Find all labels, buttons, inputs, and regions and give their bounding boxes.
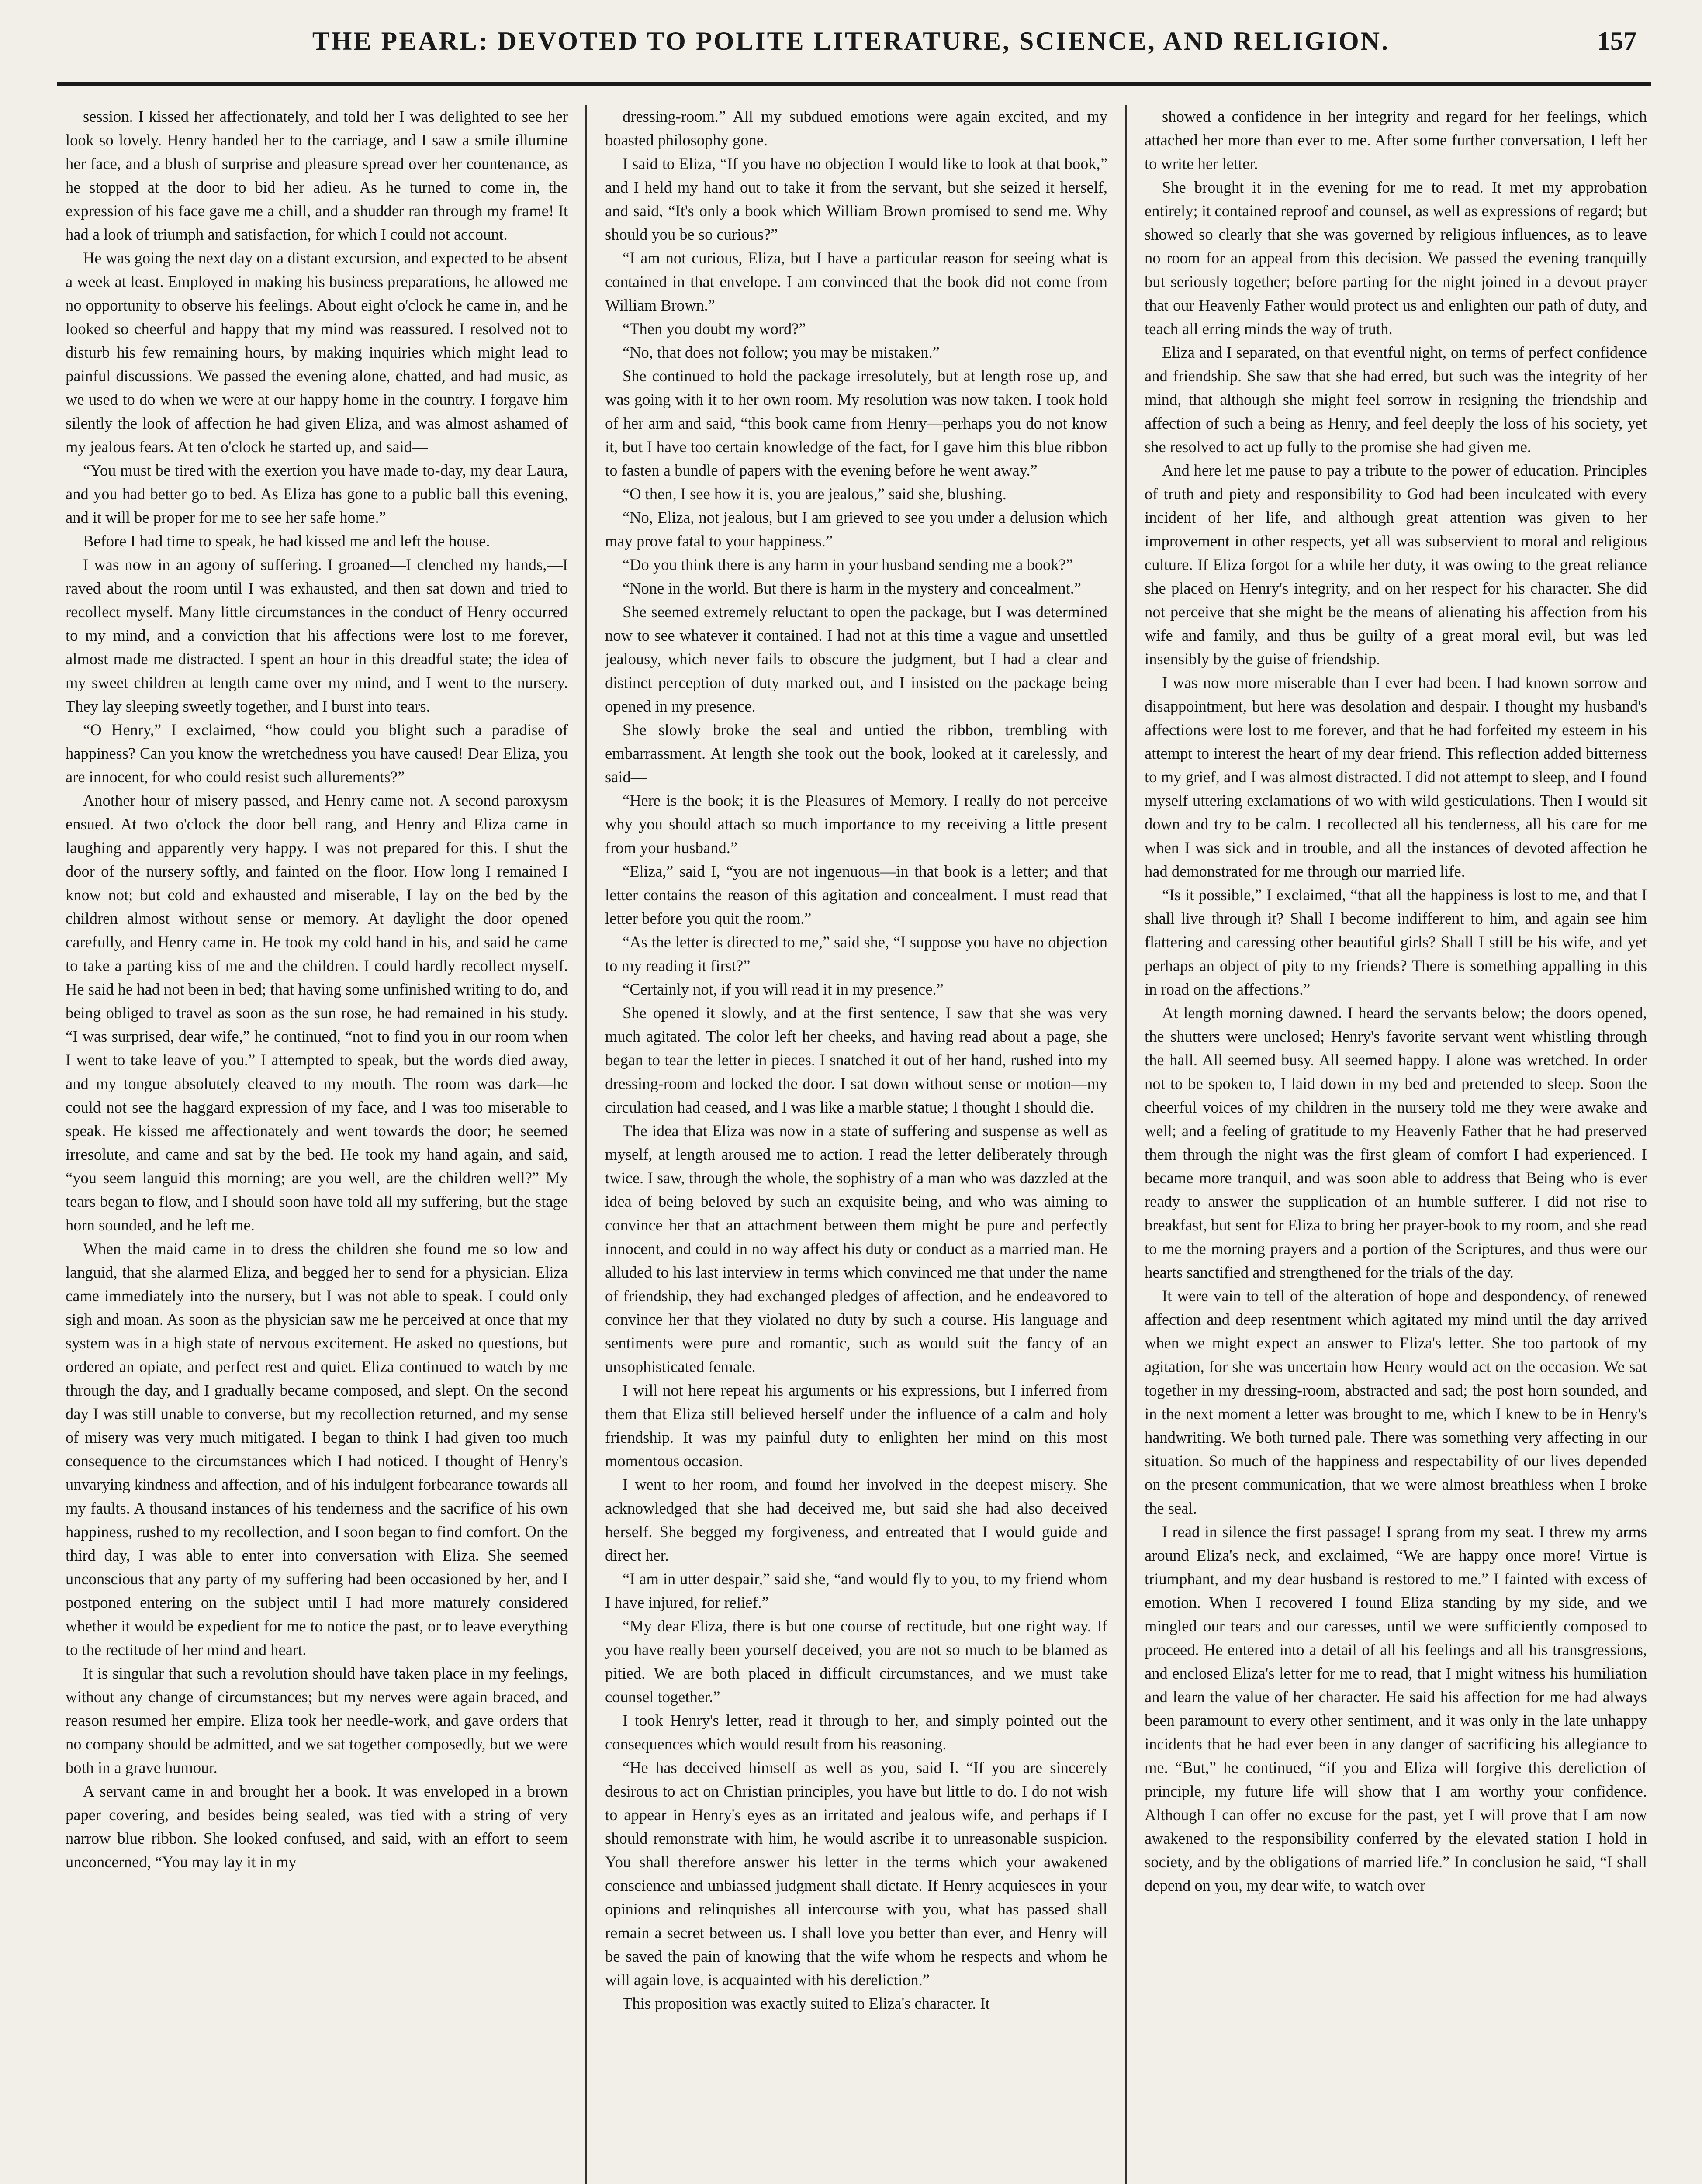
paragraph: “O Henry,” I exclaimed, “how could you blight such a paradise of happiness? Can you know the wretchedness you have caused! Dear Eliza, you are innocent, for who could resist such allurements?”	[66, 721, 568, 786]
paragraph: A servant came in and brought her a book. It was enveloped in a brown paper covering, and besides being sealed, was tied with a string of very narrow blue ribbon. She looked confused, and said, with an effort to seem unconcerned, “You may lay it in my	[66, 1782, 568, 1871]
paragraph: “I am in utter despair,” said she, “and would fly to you, to my friend whom I have injured, for relief.”	[605, 1570, 1107, 1611]
paragraph: The idea that Eliza was now in a state of suffering and suspense as well as myself, at length aroused me to action. I read the letter deliberately through twice. I saw, through the whole, the sophistry of a man who was dazzled at the idea of being beloved by such an exquisite being, and who was aiming to convince her that an attachment between them might be pure and perfectly innocent, and could in no way affect his duty or conduct as a married man. He alluded to his last interview in terms which convinced me that under the name of friendship, they had exchanged pledges of affection, and he endeavored to convince her that they violated no duty by such a course. His language and sentiments were pure and romantic, such as would suit the fancy of an unsophisticated female.	[605, 1122, 1107, 1375]
page-number: 157	[1597, 27, 1636, 55]
paragraph: “Here is the book; it is the Pleasures of Memory. I really do not perceive why you should attach so much importance to my receiving a little present from your husband.”	[605, 791, 1107, 857]
column-3	[1145, 105, 1647, 2184]
paragraph: I went to her room, and found her involved in the deepest misery. She acknowledged that she had deceived me, but said she had also deceived herself. She begged my forgiveness, and entreated that I would guide and direct her.	[605, 1476, 1107, 1564]
text-columns	[66, 105, 1647, 2184]
paragraph: “My dear Eliza, there is but one course of rectitude, but one right way. If you have really been yourself deceived, you are not so much to be blamed as pitied. We are both placed in difficult circumstances, and we must take counsel together.”	[605, 1617, 1107, 1706]
paragraph: I was now in an agony of suffering. I groaned—I clenched my hands,—I raved about the room until I was exhausted, and then sat down and tried to recollect myself. Many little circumstances in the conduct of Henry occurred to my mind, and a conviction that his affections were lost to me forever, almost made me distracted. I spent an hour in this dreadful state; the idea of my sweet children at length came over my mind, and I went to the nursery. They lay sleeping sweetly together, and I burst into tears.	[66, 556, 568, 715]
paragraph: “O then, I see how it is, you are jealous,” said she, blushing.	[623, 485, 1007, 503]
paragraph: This proposition was exactly suited to Eliza's character. It	[623, 1994, 990, 2012]
paragraph: “Eliza,” said I, “you are not ingenuous—in that book is a letter; and that letter contains the reason of this agitation and concealment. I must read that letter before you quit the room.”	[605, 862, 1107, 927]
paragraph: I was now more miserable than I ever had been. I had known sorrow and disappointment, but here was desolation and despair. I thought my husband's affections were lost to me forever, and that he had forfeited my esteem in his attempt to interest the heart of my dear friend. This reflection added bitterness to my grief, and I was almost distracted. I did not attempt to sleep, and I found myself uttering exclamations of wo with wild gesticulations. Then I would sit down and try to be calm. I recollected all his tenderness, all his care for me when I was sick and in trouble, and all the instances of devoted affection he had demonstrated for me through our married life.	[1145, 674, 1647, 880]
column-divider	[1125, 105, 1127, 2184]
paragraph: “Certainly not, if you will read it in my presence.”	[623, 980, 944, 998]
column-1	[66, 105, 568, 2184]
paragraph: She brought it in the evening for me to read. It met my approbation entirely; it contained reproof and counsel, as well as expressions of regard; but showed so clearly that she was governed by religious influences, as to leave no room for an appeal from this decision. We passed the evening tranquilly but seriously together; before parting for the night joined in a devout prayer that our Heavenly Father would protect us and enlighten our path of duty, and teach all erring minds the way of truth.	[1145, 178, 1647, 338]
paragraph: I took Henry's letter, read it through to her, and simply pointed out the consequences which would result from his reasoning.	[605, 1711, 1107, 1753]
paragraph: “You must be tired with the exertion you have made to-day, my dear Laura, and you had better go to bed. As Eliza has gone to a public ball this evening, and it will be proper for me to see her safe home.”	[66, 461, 568, 526]
paragraph: “Then you doubt my word?”	[623, 320, 806, 338]
paragraph: showed a confidence in her integrity and regard for her feelings, which attached her more than ever to me. After some further conversation, I left her to write her letter.	[1145, 107, 1647, 173]
column-divider	[585, 105, 587, 2184]
paragraph: dressing-room.” All my subdued emotions were again excited, and my boasted philosophy gone.	[605, 107, 1107, 149]
paragraph: “As the letter is directed to me,” said she, “I suppose you have no objection to my reading it first?”	[605, 933, 1107, 975]
running-title: THE PEARL: DEVOTED TO POLITE LITERATURE, SCIENCE, AND RELIGION.	[312, 27, 1390, 55]
page-header	[0, 26, 1702, 79]
paragraph: At length morning dawned. I heard the servants below; the doors opened, the shutters were unclosed; Henry's favorite servant went whistling through the hall. All seemed busy. All seemed happy. I alone was wretched. In order not to be spoken to, I laid down in my bed and pretended to sleep. Soon the cheerful voices of my children in the nursery told me they were awake and well; and a feeling of gratitude to my Heavenly Father that he had preserved them through the night was the first gleam of comfort I had experienced. I became more tranquil, and was soon able to address that Being who is ever ready to answer the supplication of an humble sufferer. I did not rise to breakfast, but sent for Eliza to bring her prayer-book to my room, and she read to me the morning prayers and a portion of the Scriptures, and thus were our hearts sanctified and strengthened for the trials of the day.	[1145, 1004, 1647, 1281]
paragraph: I said to Eliza, “If you have no objection I would like to look at that book,” and I held my hand out to take it from the servant, but she seized it herself, and said, “It's only a book which William Brown promised to send me. Why should you be so curious?”	[605, 155, 1107, 243]
paragraph: I read in silence the first passage! I sprang from my seat. I threw my arms around Eliza's neck, and exclaimed, “We are happy once more! Virtue is triumphant, and my dear husband is restored to me.” I fainted with excess of emotion. When I recovered I found Eliza standing by my side, and we mingled our tears and our caresses, until we were sufficiently composed to proceed. He entered into a detail of all his feelings and all his transgressions, and enclosed Eliza's letter for me to read, that I might witness his humiliation and learn the value of her character. He said his affection for me had always been paramount to every other sentiment, and it was only in the late unhappy incidents that he had ever been in any danger of sacrificing his allegiance to me. “But,” he continued, “if you and Eliza will forgive this dereliction of principle, my future life will show that I am worthy your confidence. Although I can offer no excuse for the past, yet I will prove that I am now awakened to the responsibility conferred by the elevated station I hold in society, and by the obligations of married life.” In conclusion he said, “I shall depend on you, my dear wife, to watch over	[1145, 1523, 1647, 1894]
paragraph: “None in the world. But there is harm in the mystery and concealment.”	[623, 579, 1082, 597]
paragraph: It is singular that such a revolution should have taken place in my feelings, without any change of circumstances; but my nerves were again braced, and reason resumed her empire. Eliza took her needle-work, and gave orders that no company should be admitted, and we sat together composedly, but we were both in a grave humour.	[66, 1664, 568, 1776]
paragraph: session. I kissed her affectionately, and told her I was delighted to see her look so lovely. Henry handed her to the carriage, and I saw a smile illumine her face, and a blush of surprise and pleasure spread over her countenance, as he stopped at the door to bid her adieu. As he turned to come in, the expression of his face gave me a chill, and a shudder ran through my frame! It had a look of triumph and satisfaction, for which I could not account.	[66, 107, 568, 243]
paragraph: I will not here repeat his arguments or his expressions, but I inferred from them that Eliza still believed herself under the influence of a calm and holy friendship. It was my painful duty to enlighten her mind on this most momentous occasion.	[605, 1381, 1107, 1470]
paragraph: When the maid came in to dress the children she found me so low and languid, that she alarmed Eliza, and begged her to send for a physician. Eliza came immediately into the nursery, but I was not able to speak. I could only sigh and moan. As soon as the physician saw me he perceived at once that my system was in a high state of nervous excitement. He asked no questions, but ordered an opiate, and perfect rest and quiet. Eliza continued to watch by me through the day, and I gradually became composed, and slept. On the second day I was still unable to converse, but my recollection returned, and my sense of misery was very much mitigated. I began to think I had given too much consequence to the circumstances which I had noticed. I thought of Henry's unvarying kindness and affection, and of his indulgent forbearance towards all my faults. A thousand instances of his tenderness and the sacrifice of his own happiness, rushed to my recollection, and I soon began to find comfort. On the third day, I was able to enter into conversation with Eliza. She seemed unconscious that any party of my suffering had been occasioned by her, and I postponed entering on the subject until I had more maturely considered whether it would be expedient for me to notice the past, or to leave everything to the rectitude of her mind and heart.	[66, 1240, 568, 1659]
paragraph: “I am not curious, Eliza, but I have a particular reason for seeing what is contained in that envelope. I am convinced that the book did not come from William Brown.”	[605, 249, 1107, 314]
paragraph: “He has deceived himself as well as you, said I. “If you are sincerely desirous to act on Christian principles, you have but little to do. I do not wish to appear in Henry's eyes as an irritated and jealous wife, and perhaps if I should remonstrate with him, he would ascribe it to unreasonable suspicion. You shall therefore answer his letter in the terms which your awakened conscience and unbiassed judgment shall dictate. If Henry acquiesces in your opinions and relinquishes all intercourse with you, what has passed shall remain a secret between us. I shall love you better than ever, and Henry will be saved the pain of knowing that the wife whom he respects and whom he will again love, is acquainted with his dereliction.”	[605, 1759, 1107, 1989]
paragraph: Eliza and I separated, on that eventful night, on terms of perfect confidence and friendship. She saw that she had erred, but such was the integrity of her mind, that although she might feel sorrow in resigning the friendship and affection of such a being as Henry, and feel deeply the loss of his society, yet she resolved to act up fully to the promise she had given me.	[1145, 343, 1647, 456]
column-2	[605, 105, 1107, 2184]
paragraph: “Is it possible,” I exclaimed, “that all the happiness is lost to me, and that I shall live through it? Shall I become indifferent to him, and again see him flattering and caressing other beautiful girls? Shall I still be his wife, and yet perhaps an object of pity to my friends? There is something appalling in this in road on the affections.”	[1145, 886, 1647, 998]
paragraph: He was going the next day on a distant excursion, and expected to be absent a week at least. Employed in making his business preparations, he allowed me no opportunity to observe his feelings. About eight o'clock he came in, and he looked so cheerful and happy that my mind was reassured. I resolved not to disturb his few remaining hours, by making inquiries which might lead to painful discussions. We passed the evening alone, chatted, and had music, as we used to do when we were at our happy home in the country. I forgave him silently the look of affection he had given Eliza, and was almost ashamed of my jealous fears. At ten o'clock he started up, and said—	[66, 249, 568, 456]
paragraph: And here let me pause to pay a tribute to the power of education. Principles of truth and piety and responsibility to God had been inculcated with every incident of her life, and although great attention was given to her improvement in other respects, yet all was subservient to moral and religious culture. If Eliza forgot for a while her duty, it was owing to the great reliance she placed on Henry's integrity, and on her respect for his character. She did not perceive that she might be the means of alienating his affection from his wife and family, and thus be guilty of a great moral evil, but was led insensibly by the guise of friendship.	[1145, 461, 1647, 668]
paragraph: She slowly broke the seal and untied the ribbon, trembling with embarrassment. At length she took out the book, looked at it carelessly, and said—	[605, 721, 1107, 786]
paragraph: Before I had time to speak, he had kissed me and left the house.	[83, 532, 490, 550]
paragraph: She opened it slowly, and at the first sentence, I saw that she was very much agitated. The color left her cheeks, and having read about a page, she began to tear the letter in pieces. I snatched it out of her hand, rushed into my dressing-room and locked the door. I sat down without sense or motion—my circulation had ceased, and I was like a marble statue; I thought I should die.	[605, 1004, 1107, 1116]
paragraph: She continued to hold the package irresolutely, but at length rose up, and was going with it to her own room. My resolution was now taken. I took hold of her arm and said, “this book came from Henry—perhaps you do not know it, but I have too certain knowledge of the fact, for I gave him this blue ribbon to fasten a bundle of papers with the evening before he went away.”	[605, 367, 1107, 479]
paragraph: It were vain to tell of the alteration of hope and despondency, of renewed affection and deep resentment which agitated my mind until the day arrived when we might expect an answer to Eliza's letter. She too partook of my agitation, for she was uncertain how Henry would act on the occasion. We sat together in my dressing-room, abstracted and sad; the post horn sounded, and in the next moment a letter was brought to me, which I knew to be in Henry's handwriting. We both turned pale. There was something very affecting in our situation. So much of the happiness and respectability of our lives depended on the present communication, that we were almost breathless when I broke the seal.	[1145, 1287, 1647, 1517]
paragraph: “No, that does not follow; you may be mistaken.”	[623, 343, 940, 361]
header-rule	[57, 82, 1651, 86]
paragraph: She seemed extremely reluctant to open the package, but I was determined now to see whatever it contained. I had not at this time a vague and unsettled jealousy, which never fails to obscure the judgment, but I had a clear and distinct perception of duty marked out, and I insisted on the package being opened in my presence.	[605, 603, 1107, 715]
paragraph: “Do you think there is any harm in your husband sending me a book?”	[623, 556, 1073, 574]
paragraph: Another hour of misery passed, and Henry came not. A second paroxysm ensued. At two o'clock the door bell rang, and Henry and Eliza came in laughing and apparently very happy. I was not prepared for this. I shut the door of the nursery softly, and fainted on the floor. How long I remained I know not; but cold and exhausted and miserable, I lay on the bed by the children almost without sense or memory. At daylight the door opened carefully, and Henry came in. He took my cold hand in his, and said he came to take a parting kiss of me and the children. I could hardly recollect myself. He said he had not been in bed; that having some unfinished writing to do, and being obliged to travel as soon as the sun rose, he had remained in his study. “I was surprised, dear wife,” he continued, “not to find you in our room when I went to take leave of you.” I attempted to speak, but the words died away, and my tongue absolutely cleaved to my mouth. The room was dark—he could not see the haggard expression of my face, and I was too miserable to speak. He kissed me affectionately and went towards the door; he seemed irresolute, and came and sat by the bed. He took my hand again, and said, “you seem languid this morning; are you well, are the children well?” My tears began to flow, and I should soon have told all my suffering, but the stage horn sounded, and he left me.	[66, 791, 568, 1234]
paragraph: “No, Eliza, not jealous, but I am grieved to see you under a delusion which may prove fatal to your happiness.”	[605, 508, 1107, 550]
